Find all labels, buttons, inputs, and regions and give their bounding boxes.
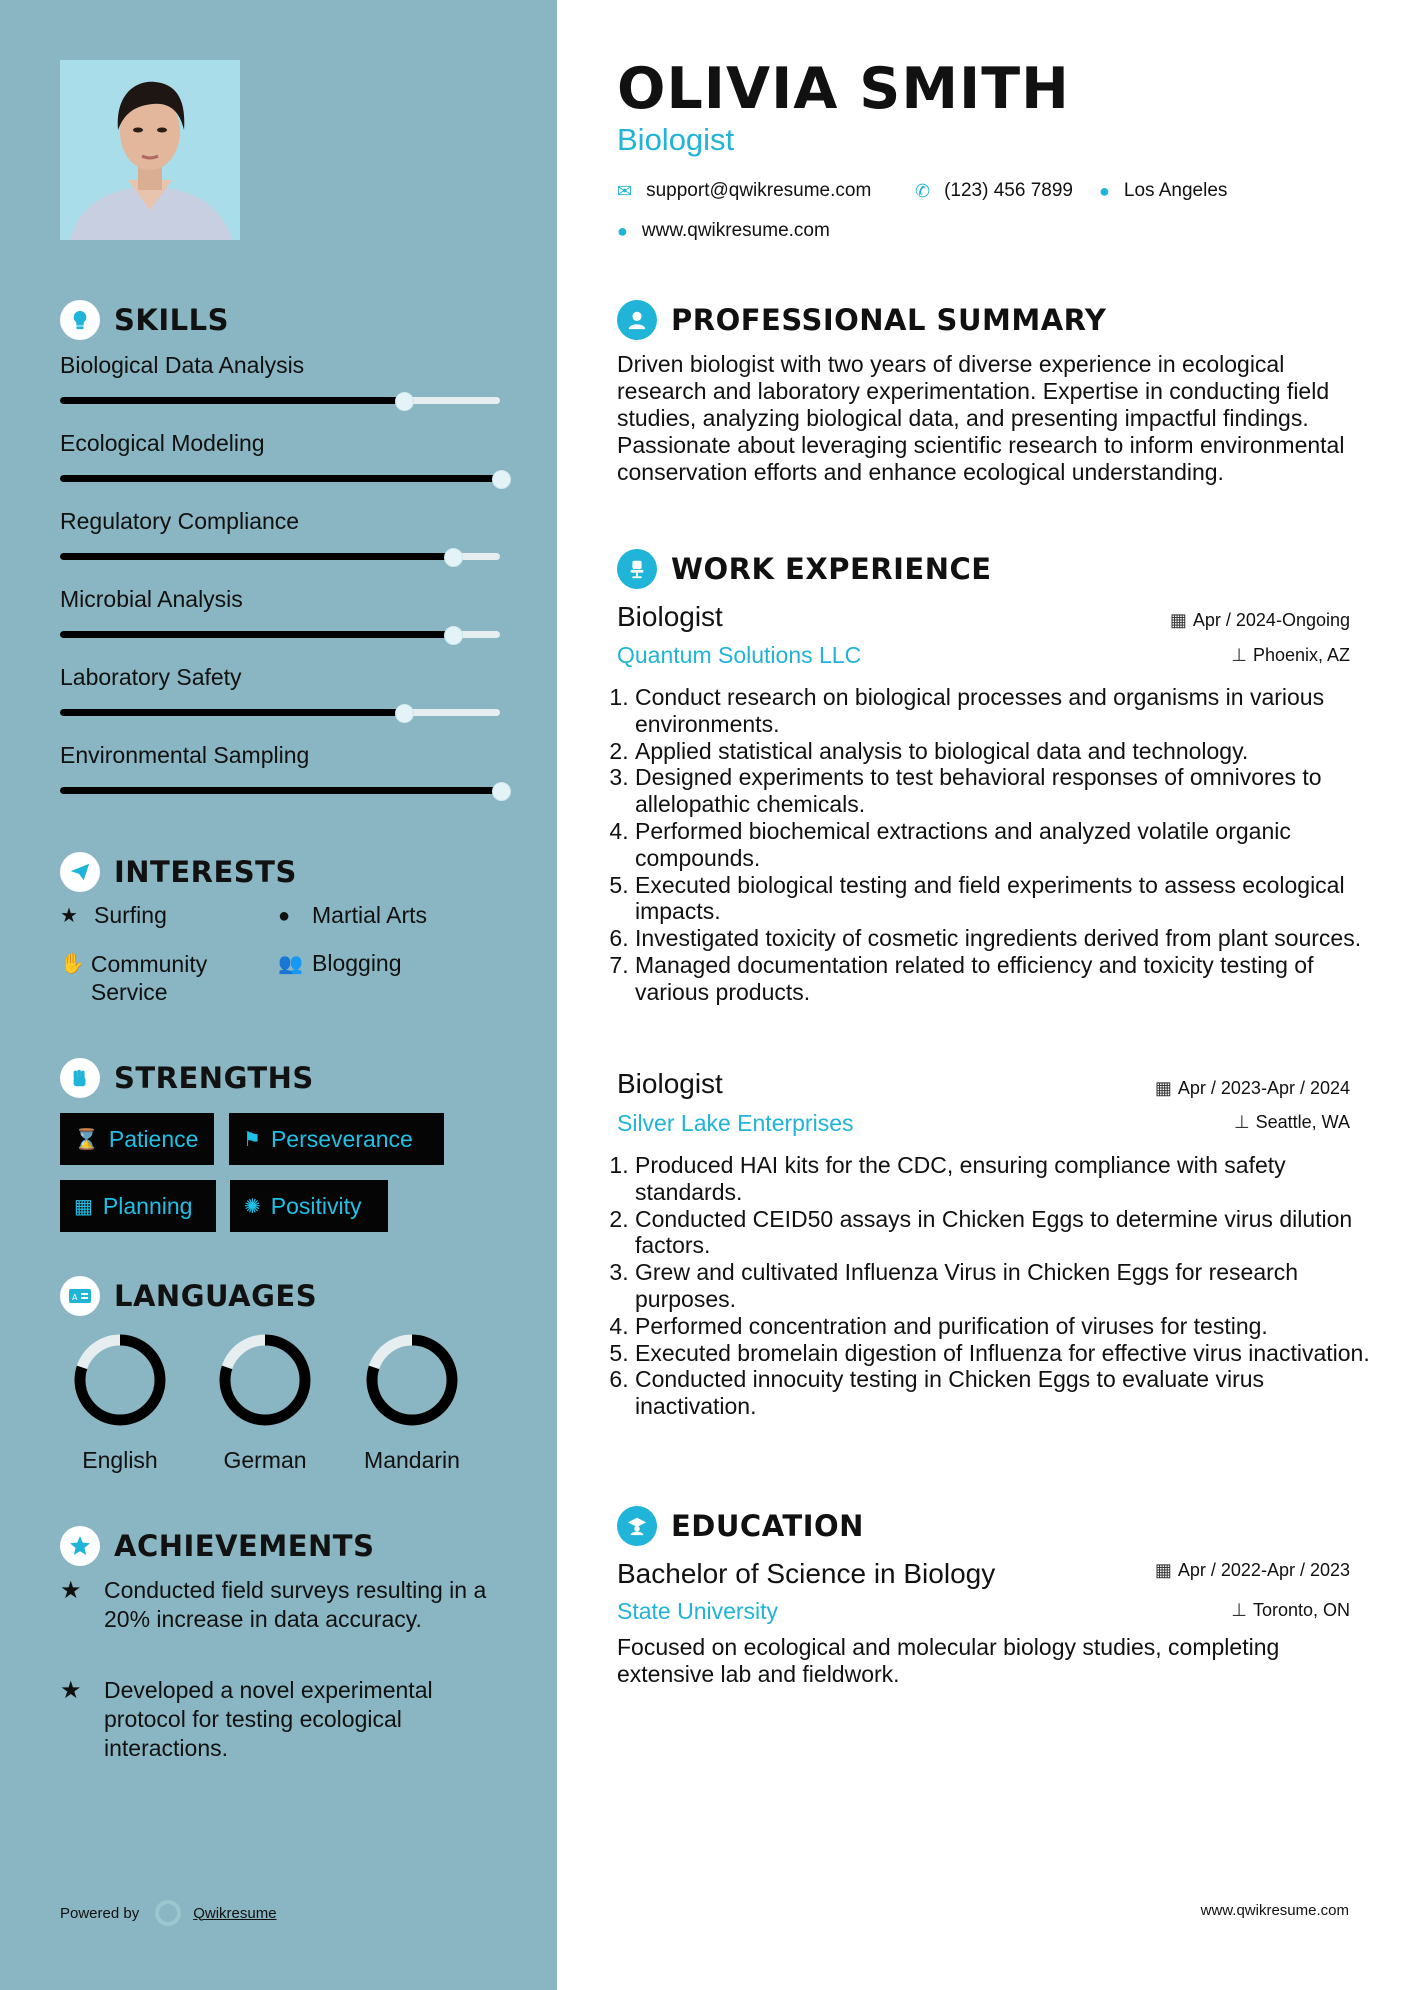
powered-by-label: Powered by (60, 1904, 140, 1922)
list-item: 4. Performed concentration and purification of viruses for testing. (635, 1313, 1380, 1340)
skill-label: Microbial Analysis (60, 586, 243, 612)
language-ring (364, 1332, 460, 1428)
map-pin-icon: ● (1099, 180, 1110, 201)
phone-icon: ✆ (915, 180, 931, 201)
skill-item (60, 430, 500, 482)
degree-title: Bachelor of Science in Biology (617, 1558, 996, 1589)
job-duties-list (617, 684, 1380, 1006)
skill-item (60, 664, 500, 716)
list-item: 3. Designed experiments to test behavioral responses of omnivores to allelopathic chemicals. (635, 764, 1380, 818)
star-badge-icon (60, 1526, 100, 1566)
list-item: 2. Applied statistical analysis to biological data and technology. (635, 738, 1380, 765)
list-item: 4. Performed biochemical extractions and analyzed volatile organic compounds. (635, 818, 1380, 872)
sun-icon: ✺ (244, 1195, 261, 1218)
language-label: German (223, 1447, 307, 1473)
skill-item (60, 742, 500, 794)
language-ring (72, 1332, 168, 1428)
interest-item (60, 950, 260, 1006)
candidate-name: OLIVIA SMITH (617, 56, 1070, 122)
language-item (210, 1332, 320, 1474)
experience-title: WORK EXPERIENCE (671, 552, 992, 586)
achievements-heading (60, 1526, 374, 1566)
envelope-icon: ✉ (617, 180, 633, 201)
globe-icon: ● (617, 220, 628, 241)
list-item: 6. Conducted innocuity testing in Chicken Eggs to evaluate virus inactivation. (635, 1366, 1380, 1420)
skills-title: SKILLS (114, 303, 229, 337)
contact-phone (915, 180, 1073, 202)
strength-tag (60, 1180, 216, 1232)
skill-bar-fill (60, 397, 403, 404)
skill-bar-fill (60, 475, 500, 482)
education-dates-text: Apr / 2022-Apr / 2023 (1177, 1560, 1350, 1580)
skill-bar (60, 787, 500, 794)
job-company: Quantum Solutions LLC (617, 642, 862, 668)
interest-label: Martial Arts (312, 902, 428, 928)
education-dates (1155, 1560, 1350, 1581)
education-title: EDUCATION (671, 1509, 864, 1543)
skill-bar (60, 475, 500, 482)
interest-label: Surfing (94, 902, 167, 928)
skill-bar (60, 553, 500, 560)
star-icon: ★ (60, 905, 78, 927)
paper-plane-icon (60, 852, 100, 892)
footer-website[interactable]: www.qwikresume.com (1200, 1902, 1349, 1919)
languages-heading (60, 1276, 317, 1316)
job-location-text: Phoenix, AZ (1252, 645, 1350, 665)
binoculars-icon: ⚑ (243, 1128, 261, 1151)
skill-bar (60, 397, 500, 404)
interest-item (278, 902, 427, 930)
language-label: English (82, 1447, 158, 1473)
strength-label: Planning (102, 1192, 193, 1219)
skill-bar-handle (395, 704, 414, 723)
fist-icon (60, 1058, 100, 1098)
qwikresume-logo-icon (155, 1900, 181, 1926)
skill-item (60, 352, 500, 404)
users-icon: 👥 (278, 953, 303, 975)
job-location (1234, 1112, 1350, 1133)
sidebar (0, 0, 557, 1990)
lightbulb-icon (60, 300, 100, 340)
skill-bar (60, 631, 500, 638)
language-card-icon (60, 1276, 100, 1316)
job-dates-text: Apr / 2024-Ongoing (1192, 610, 1350, 630)
school-name: State University (617, 1598, 779, 1624)
contact-email[interactable] (617, 180, 871, 202)
powered-by (60, 1900, 277, 1926)
calendar-icon: ▦ (1154, 1078, 1172, 1098)
strength-label: Patience (108, 1125, 199, 1152)
svg-text:A: A (72, 1293, 78, 1302)
achievement-text: Conducted field surveys resulting in a 20% increase in data accuracy. (104, 1577, 487, 1632)
language-label: Mandarin (364, 1447, 460, 1473)
education-location (1231, 1600, 1350, 1621)
calendar-icon: ▦ (1154, 1560, 1172, 1580)
skill-bar (60, 709, 500, 716)
skill-label: Laboratory Safety (60, 664, 242, 690)
achievements-title: ACHIEVEMENTS (114, 1529, 375, 1563)
skill-label: Environmental Sampling (60, 742, 310, 768)
list-item: 7. Managed documentation related to efficiency and toxicity testing of various products. (635, 952, 1380, 1006)
language-item (357, 1332, 467, 1474)
globe-icon: ● (278, 905, 291, 927)
skill-bar-fill (60, 709, 403, 716)
pin-icon: ⊥ (1233, 1112, 1250, 1132)
language-ring (217, 1332, 313, 1428)
skill-bar-fill (60, 553, 452, 560)
candidate-role: Biologist (617, 122, 735, 157)
job-title: Biologist (617, 1068, 723, 1099)
hourglass-icon: ⌛ (74, 1128, 99, 1151)
location-text: Los Angeles (1123, 180, 1228, 201)
strengths-heading (60, 1058, 314, 1098)
interest-item (278, 950, 402, 978)
contact-website[interactable] (617, 220, 830, 242)
list-item: 5. Executed biological testing and field experiments to assess ecological impacts. (635, 872, 1380, 926)
summary-heading (617, 300, 1106, 340)
skill-bar-fill (60, 787, 500, 794)
skill-bar-fill (60, 631, 452, 638)
achievement-item (60, 1676, 490, 1763)
skills-heading (60, 300, 229, 340)
job-dates (1170, 610, 1350, 631)
languages-title: LANGUAGES (114, 1279, 318, 1313)
summary-text: Driven biologist with two years of diverse experience in ecological research and laboratory experimentation. Expertise in conducting field studies, analyzing biological data, and presenting impactful findings. Passionate about leveraging scientific research to inform environmental conservation efforts and enhance ecological understanding. (617, 351, 1345, 485)
interest-label: Blogging (312, 950, 402, 976)
job-title: Biologist (617, 601, 723, 632)
strength-label: Positivity (270, 1192, 362, 1219)
profile-photo (60, 60, 240, 240)
graduate-icon (617, 1506, 657, 1546)
education-heading (617, 1506, 864, 1546)
language-item (65, 1332, 175, 1474)
summary-title: PROFESSIONAL SUMMARY (671, 303, 1107, 337)
skill-bar-handle (395, 392, 414, 411)
pin-icon: ⊥ (1231, 645, 1247, 665)
strength-tag (60, 1113, 214, 1165)
skill-bar-handle (444, 626, 463, 645)
qwikresume-link[interactable]: Qwikresume (193, 1904, 277, 1922)
interest-item (60, 902, 167, 930)
experience-heading (617, 549, 992, 589)
list-item: 6. Investigated toxicity of cosmetic ingredients derived from plant sources. (635, 925, 1380, 952)
calendar-icon: ▦ (1169, 610, 1187, 630)
list-item: 5. Executed bromelain digestion of Influenza for effective virus inactivation. (635, 1340, 1380, 1367)
list-item: 1. Conduct research on biological processes and organisms in various environments. (635, 684, 1380, 738)
achievement-text: Developed a novel experimental protocol for testing ecological interactions. (104, 1677, 433, 1761)
skill-bar-handle (492, 782, 511, 801)
main-content (557, 0, 1407, 1990)
strengths-title: STRENGTHS (114, 1061, 314, 1095)
skill-label: Biological Data Analysis (60, 352, 305, 378)
strength-label: Perseverance (270, 1125, 413, 1152)
skill-item (60, 586, 500, 638)
interest-label: Community Service (90, 951, 208, 1005)
skill-bar-handle (444, 548, 463, 567)
job-duties-list (617, 1152, 1380, 1420)
interests-heading (60, 852, 297, 892)
star-icon: ★ (60, 1577, 82, 1604)
job-location-text: Seattle, WA (1255, 1112, 1350, 1132)
hand-icon: ✋ (60, 953, 85, 975)
skill-label: Ecological Modeling (60, 430, 265, 456)
star-icon: ★ (60, 1677, 82, 1704)
phone-text: (123) 456 7899 (944, 180, 1073, 201)
website-text: www.qwikresume.com (641, 220, 830, 241)
interests-title: INTERESTS (114, 855, 297, 889)
pin-icon: ⊥ (1231, 1600, 1247, 1620)
job-dates (1155, 1078, 1350, 1099)
achievement-item (60, 1576, 490, 1634)
list-item: 3. Grew and cultivated Influenza Virus in Chicken Eggs for research purposes. (635, 1259, 1380, 1313)
calendar-icon: ▦ (74, 1195, 93, 1218)
contact-location (1099, 180, 1227, 202)
skill-label: Regulatory Compliance (60, 508, 300, 534)
list-item: 1. Produced HAI kits for the CDC, ensuring compliance with safety standards. (635, 1152, 1380, 1206)
skill-bar-handle (492, 470, 511, 489)
strength-tag (230, 1180, 388, 1232)
job-location (1231, 645, 1350, 666)
education-text: Focused on ecological and molecular biology studies, completing extensive lab and fieldwork. (617, 1634, 1280, 1687)
chair-icon (617, 549, 657, 589)
list-item: 2. Conducted CEID50 assays in Chicken Eggs to determine virus dilution factors. (635, 1206, 1380, 1260)
job-company: Silver Lake Enterprises (617, 1110, 854, 1136)
job-dates-text: Apr / 2023-Apr / 2024 (1177, 1078, 1350, 1098)
strength-tag (229, 1113, 444, 1165)
user-icon (617, 300, 657, 340)
education-location-text: Toronto, ON (1252, 1600, 1350, 1620)
email-text: support@qwikresume.com (646, 180, 872, 201)
skill-item (60, 508, 500, 560)
